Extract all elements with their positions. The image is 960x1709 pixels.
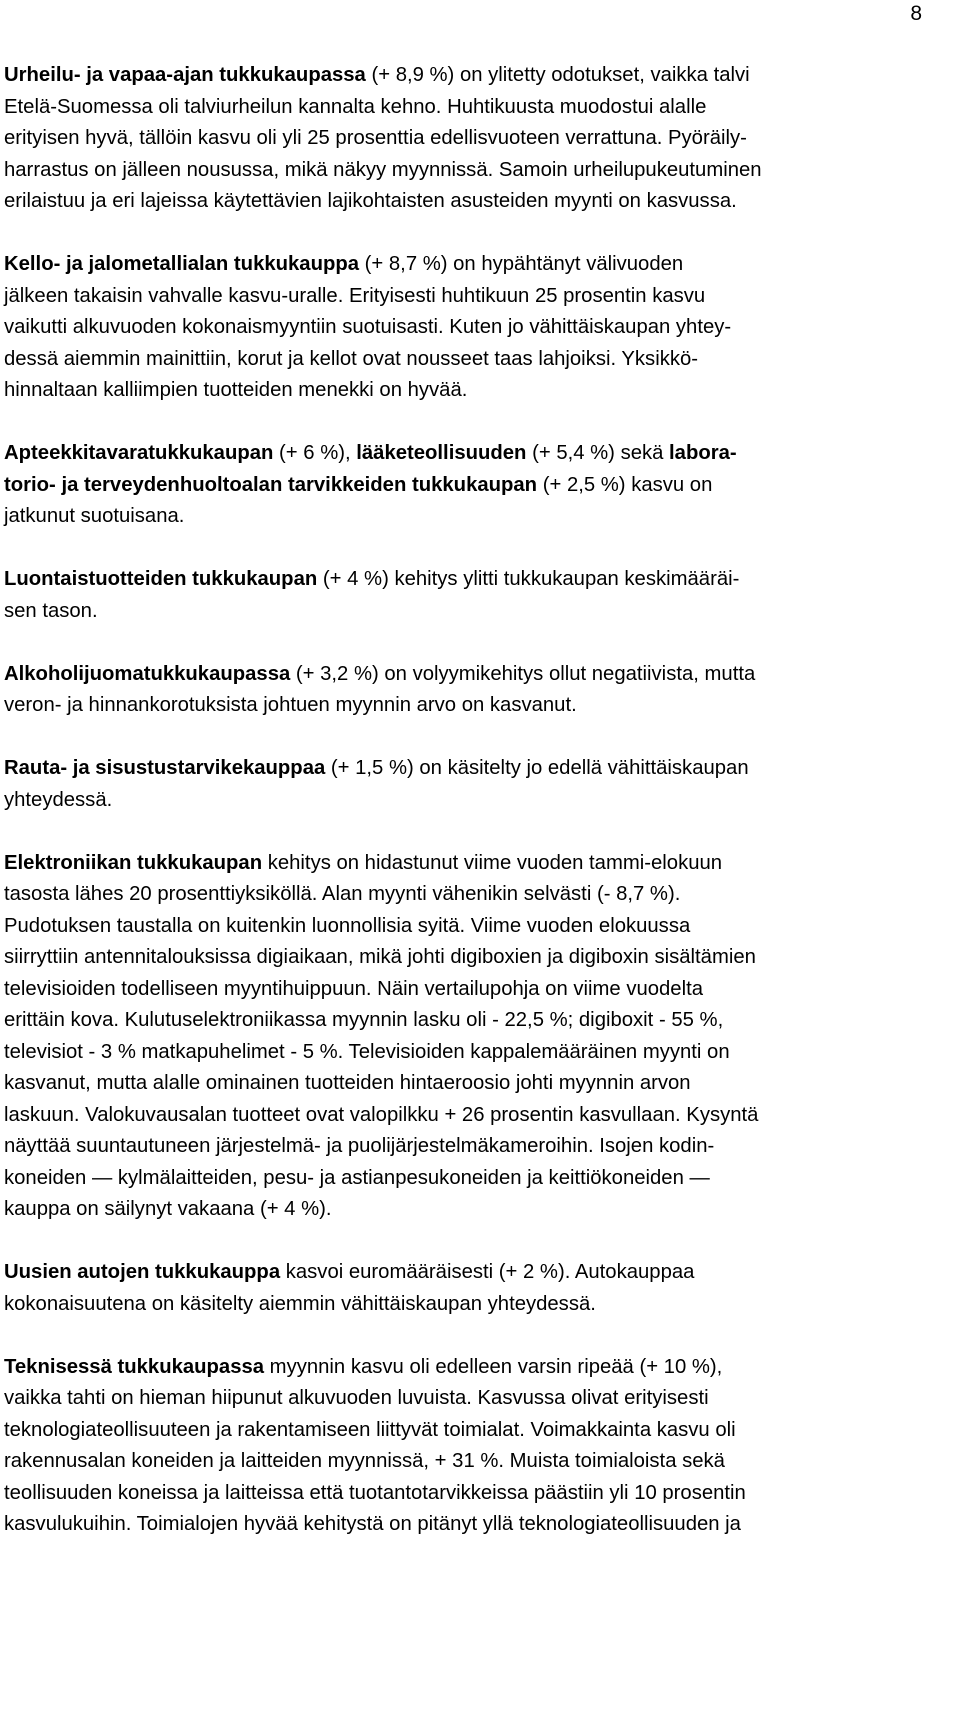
paragraph-elektroniikka: [4, 848, 952, 1226]
bold-term: labora-: [669, 442, 737, 464]
text-run: sen tason.: [4, 599, 98, 622]
paragraph-kello: [4, 249, 952, 407]
text-line: [4, 564, 952, 596]
text-run: hinnaltaan kalliimpien tuotteiden menekki on hyvää.: [4, 379, 468, 401]
paragraph-rauta: [4, 753, 952, 816]
text-line: [4, 1289, 952, 1321]
text-run: kokonaisuutena on käsitelty aiemmin vähittäiskaupan yhteydessä.: [4, 1292, 596, 1315]
bold-term: Luontaistuotteiden tukkukaupan: [4, 568, 318, 590]
text-line: [4, 942, 952, 974]
text-run: Pudotuksen taustalla on kuitenkin luonnollisia syitä. Viime vuoden elokuussa: [4, 914, 691, 937]
text-run: koneiden — kylmälaitteiden, pesu- ja astianpesukoneiden ja keittiökoneiden —: [4, 1166, 710, 1189]
text-run: siirryttiin antennitalouksissa digiaikaan, mikä johti digiboxien ja digiboxin sisältämien: [4, 946, 756, 968]
text-line: [4, 753, 952, 785]
bold-term: Alkoholijuomatukkukaupassa: [4, 662, 291, 685]
text-run: jatkunut suotuisana.: [4, 505, 185, 527]
page-number: 8: [910, 2, 922, 25]
text-line: [4, 1383, 952, 1415]
text-line: [4, 596, 952, 628]
text-run: kasvulukuihin. Toimialojen hyvää kehitystä on pitänyt yllä teknologiateollisuuden ja: [4, 1513, 741, 1535]
text-run: teollisuuden koneissa ja laitteissa että tuotantotarvikkeissa päästiin yli 10 prosentin: [4, 1481, 746, 1504]
text-run: näyttää suuntautuneen järjestelmä- ja puolijärjestelmäkameroihin. Isojen kodin-: [4, 1135, 715, 1157]
text-run: (+ 2,5 %) kasvu on: [537, 473, 713, 496]
text-run: (+ 3,2 %) on volyymikehitys ollut negatiivista, mutta: [290, 662, 756, 685]
text-line: [4, 281, 952, 313]
paragraph-autot: [4, 1257, 952, 1320]
text-line: [4, 911, 952, 943]
text-run: kauppa on säilynyt vakaana (+ 4 %).: [4, 1198, 332, 1220]
bold-term: torio- ja terveydenhuoltoalan tarvikkeiden tukkukaupan: [4, 473, 538, 496]
bold-term: Rauta- ja sisustustarvikekauppaa: [4, 757, 326, 779]
text-run: Etelä-Suomessa oli talviurheilun kannalta kehno. Huhtikuusta muodostui alalle: [4, 95, 707, 118]
text-line: [4, 690, 952, 722]
text-line: [4, 879, 952, 911]
text-line: [4, 1478, 952, 1510]
text-line: [4, 1509, 952, 1541]
text-line: [4, 1100, 952, 1132]
paragraph-luontais: [4, 564, 952, 627]
text-run: myynnin kasvu oli edelleen varsin ripeää (+ 10 %),: [264, 1355, 723, 1378]
text-line: [4, 1352, 952, 1384]
text-line: [4, 659, 952, 691]
text-line: [4, 785, 952, 817]
text-run: vaikka tahti on hieman hiipunut alkuvuoden luvuista. Kasvussa olivat erityisesti: [4, 1387, 709, 1409]
paragraph-alkoholi: [4, 659, 952, 722]
text-run: (+ 8,7 %) on hypähtänyt välivuoden: [359, 253, 684, 275]
text-run: laskuun. Valokuvausalan tuotteet ovat valopilkku + 26 prosentin kasvullaan. Kysyntä: [4, 1103, 759, 1126]
text-line: [4, 186, 952, 218]
paragraph-urheilu: [4, 60, 952, 218]
text-line: [4, 1194, 952, 1226]
text-line: [4, 438, 952, 470]
bold-term: Uusien autojen tukkukauppa: [4, 1261, 281, 1283]
text-line: [4, 312, 952, 344]
text-line: [4, 123, 952, 155]
text-run: erittäin kova. Kulutuselektroniikassa myynnin lasku oli - 22,5 %; digiboxit - 55 %,: [4, 1009, 724, 1031]
text-line: [4, 249, 952, 281]
text-line: [4, 1257, 952, 1289]
text-run: kasvanut, mutta alalle ominainen tuotteiden hintaeroosio johti myynnin arvon: [4, 1072, 691, 1094]
text-line: [4, 344, 952, 376]
text-run: jälkeen takaisin vahvalle kasvu-uralle. Erityisesti huhtikuun 25 prosentin kasvu: [4, 284, 706, 307]
text-run: kehitys on hidastunut viime vuoden tammi-elokuun: [262, 851, 723, 874]
text-run: (+ 8,9 %) on ylitetty odotukset, vaikka talvi: [365, 64, 750, 86]
text-line: [4, 848, 952, 880]
text-run: kasvoi euromääräisesti (+ 2 %). Autokauppaa: [280, 1261, 695, 1283]
text-line: [4, 60, 952, 92]
text-run: (+ 4 %) kehitys ylitti tukkukaupan keskimääräi-: [317, 568, 740, 590]
bold-term: Apteekkitavaratukkukaupan: [4, 442, 274, 464]
paragraph-apteekki: [4, 438, 952, 533]
text-run: tasosta lähes 20 prosenttiyksiköllä. Alan myynti vähenikin selvästi (- 8,7 %).: [4, 883, 681, 905]
text-line: [4, 1446, 952, 1478]
text-line: [4, 1037, 952, 1069]
text-line: [4, 470, 952, 502]
text-line: [4, 1163, 952, 1195]
text-line: [4, 1131, 952, 1163]
text-run: televisiot - 3 % matkapuhelimet - 5 %. Televisioiden kappalemääräinen myynti on: [4, 1040, 730, 1063]
text-line: [4, 1005, 952, 1037]
text-run: (+ 5,4 %) sekä: [526, 442, 670, 464]
bold-term: Urheilu- ja vapaa-ajan tukkukaupassa: [4, 64, 366, 86]
text-run: vaikutti alkuvuoden kokonaismyyntiin suotuisasti. Kuten jo vähittäiskaupan yhtey-: [4, 316, 732, 338]
text-run: yhteydessä.: [4, 788, 113, 811]
bold-term: Kello- ja jalometallialan tukkukauppa: [4, 253, 360, 275]
text-line: [4, 1068, 952, 1100]
paragraph-tekninen: [4, 1352, 952, 1541]
text-run: rakennusalan koneiden ja laitteiden myynnissä, + 31 %. Muista toimialoista sekä: [4, 1450, 725, 1472]
text-line: [4, 92, 952, 124]
text-run: teknologiateollisuuteen ja rakentamiseen liittyvät toimialat. Voimakkainta kasvu oli: [4, 1418, 736, 1441]
text-run: harrastus on jälleen nousussa, mikä näkyy myynnissä. Samoin urheilupukeutuminen: [4, 158, 762, 181]
text-run: televisioiden todelliseen myyntihuippuun. Näin vertailupohja on viime vuodelta: [4, 977, 703, 1000]
text-line: [4, 501, 952, 533]
text-line: [4, 974, 952, 1006]
text-run: erityisen hyvä, tällöin kasvu oli yli 25 prosenttia edellisvuoteen verrattuna. Pyöräily-: [4, 127, 747, 149]
text-run: veron- ja hinnankorotuksista johtuen myynnin arvo on kasvanut.: [4, 694, 577, 716]
text-run: erilaistuu ja eri lajeissa käytettävien lajikohtaisten asusteiden myynti on kasvussa.: [4, 190, 737, 212]
text-run: dessä aiemmin mainittiin, korut ja kellot ovat nousseet taas lahjoiksi. Yksikkö-: [4, 347, 699, 370]
text-run: (+ 1,5 %) on käsitelty jo edellä vähittäiskaupan: [325, 757, 749, 779]
text-line: [4, 375, 952, 407]
text-line: [4, 1415, 952, 1447]
text-line: [4, 155, 952, 187]
document-body: [4, 60, 952, 1572]
bold-term: Teknisessä tukkukaupassa: [4, 1355, 265, 1378]
text-run: (+ 6 %),: [273, 442, 357, 464]
bold-term: Elektroniikan tukkukaupan: [4, 851, 263, 874]
bold-term: lääketeollisuuden: [356, 442, 527, 464]
